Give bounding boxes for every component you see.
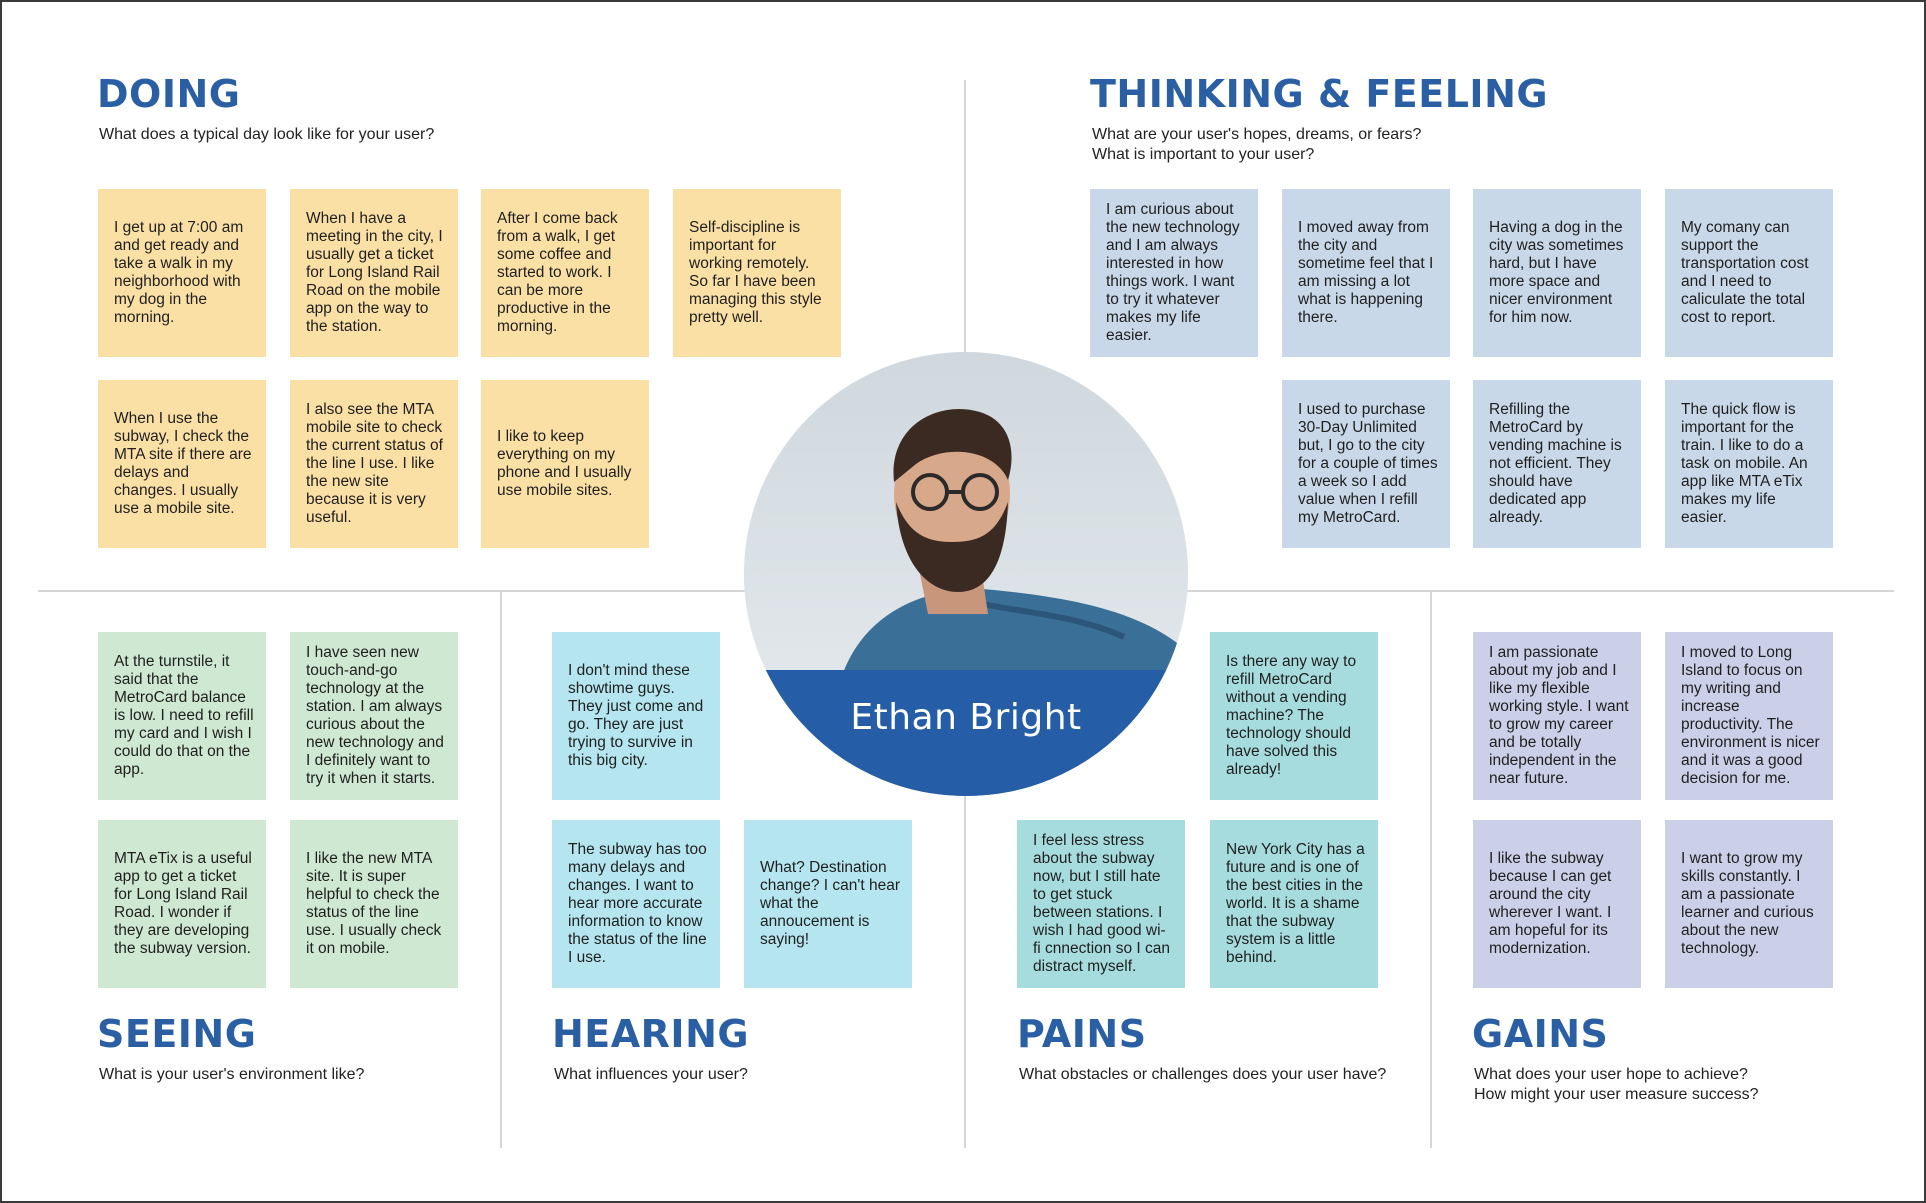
note-text: I get up at 7:00 am and get ready and take a walk in my neighborhood with my dog in the morning.: [114, 219, 244, 326]
note-text: The quick flow is important for the train. I like to do a task on mobile. An app like MTA eTix makes my life easier.: [1681, 401, 1808, 526]
note-text: Is there any way to refill MetroCard without a vending machine? The technology should have solved this already!: [1226, 653, 1357, 778]
thinking-note: [1282, 380, 1450, 548]
vertical-divider-center-bottom: [964, 796, 966, 1148]
doing-note: [481, 189, 649, 357]
vertical-divider-hearing: [500, 590, 502, 1148]
note-text: I don't mind these showtime guys. They just come and go. They are just trying to survive in this big city.: [568, 662, 704, 769]
pains-prompt: [1019, 1065, 1386, 1085]
thinking-prompt-line: What are your user's hopes, dreams, or fears?: [1092, 126, 1422, 143]
doing-note: [290, 380, 458, 548]
doing-note: [98, 189, 266, 357]
seeing-note: [290, 820, 458, 988]
seeing-note: [98, 820, 266, 988]
note-text: I moved to Long Island to focus on my writing and increase productivity. The environment is nicer and it was a good decision for me.: [1681, 644, 1820, 787]
note-text: I am curious about the new technology and I am always interested in how things work. I want to try it whatever makes my life easier.: [1106, 201, 1240, 344]
note-text: I want to grow my skills constantly. I am a passionate learner and curious about the new technology.: [1681, 850, 1814, 957]
thinking-feeling-prompt: [1092, 125, 1421, 165]
note-text: My comany can support the transportation cost and I need to caliculate the total cost to report.: [1681, 219, 1809, 326]
pains-note: [1017, 820, 1185, 988]
note-text: I like the subway because I can get around the city wherever I want. I am hopeful for its modernization.: [1489, 850, 1612, 957]
note-text: New York City has a future and is one of the best cities in the world. It is a shame that the subway system is a little behind.: [1226, 841, 1365, 966]
note-text: I like to keep everything on my phone and I usually use mobile sites.: [497, 428, 632, 499]
doing-note: [290, 189, 458, 357]
note-text: I like the new MTA site. It is super helpful to check the status of the line use. I usually check it on mobile.: [306, 850, 442, 957]
doing-prompt-line: What does a typical day look like for your user?: [99, 126, 435, 143]
seeing-prompt-line: What is your user's environment like?: [99, 1066, 365, 1083]
note-text: I feel less stress about the subway now, but I still hate to get stuck between stations. I wish I had good wi-fi cnnection so I can distract myself.: [1033, 832, 1170, 975]
thinking-note: [1282, 189, 1450, 357]
gains-note: [1665, 632, 1833, 800]
thinking-feeling-title: THINKING & FEELING: [1090, 72, 1549, 116]
gains-note: [1473, 632, 1641, 800]
hearing-prompt: [554, 1065, 748, 1085]
note-text: After I come back from a walk, I get some coffee and started to work. I can be more productive in the morning.: [497, 210, 618, 335]
hearing-note: [552, 632, 720, 800]
vertical-divider-gains: [1430, 590, 1432, 1148]
note-text: When I use the subway, I check the MTA site if there are delays and changes. I usually use a mobile site.: [114, 410, 252, 517]
seeing-note: [98, 632, 266, 800]
pains-note: [1210, 632, 1378, 800]
gains-prompt-line: How might your user measure success?: [1474, 1086, 1759, 1103]
gains-note: [1473, 820, 1641, 988]
thinking-prompt-line: What is important to your user?: [1092, 146, 1315, 163]
pains-prompt-line: What obstacles or challenges does your user have?: [1019, 1066, 1387, 1083]
note-text: Self-discipline is important for working remotely. So far I have been managing this style pretty well.: [689, 219, 822, 326]
note-text: Refilling the MetroCard by vending machine is not efficient. They should have dedicated app already.: [1489, 401, 1622, 526]
persona-avatar: [744, 352, 1188, 796]
note-text: I have seen new touch-and-go technology at the station. I am always curious about the new technology and I definitely want to try it when it starts.: [306, 644, 444, 787]
seeing-prompt: [99, 1065, 364, 1085]
thinking-note: [1473, 189, 1641, 357]
persona-name: Ethan Bright: [850, 697, 1082, 738]
thinking-note: [1473, 380, 1641, 548]
hearing-note: [744, 820, 912, 988]
doing-note: [481, 380, 649, 548]
note-text: What? Destination change? I can't hear what the annoucement is saying!: [760, 859, 900, 948]
hearing-title: HEARING: [552, 1012, 750, 1056]
note-text: I also see the MTA mobile site to check the current status of the line I use. I like the new site because it is very useful.: [306, 401, 443, 526]
doing-prompt: [99, 125, 434, 145]
pains-note: [1210, 820, 1378, 988]
gains-prompt-line: What does your user hope to achieve?: [1474, 1066, 1748, 1083]
note-text: Having a dog in the city was sometimes hard, but I have more space and nicer environment for him now.: [1489, 219, 1624, 326]
gains-note: [1665, 820, 1833, 988]
pains-title: PAINS: [1017, 1012, 1147, 1056]
gains-prompt: [1474, 1065, 1759, 1105]
seeing-title: SEEING: [97, 1012, 257, 1056]
hearing-note: [552, 820, 720, 988]
note-text: I moved away from the city and sometime feel that I am missing a lot what is happening there.: [1298, 219, 1434, 326]
note-text: MTA eTix is a useful app to get a ticket for Long Island Rail Road. I wonder if they are developing the subway version.: [114, 850, 252, 957]
note-text: When I have a meeting in the city, I usually get a ticket for Long Island Rail Road on the mobile app on the way to the station.: [306, 210, 443, 335]
note-text: I am passionate about my job and I like my flexible working style. I want to grow my career and be totally independent in the near future.: [1489, 644, 1629, 787]
note-text: The subway has too many delays and changes. I want to hear more accurate information to know the status of the line I use.: [568, 841, 707, 966]
doing-title: DOING: [97, 72, 241, 116]
thinking-note: [1090, 189, 1258, 357]
hearing-prompt-line: What influences your user?: [554, 1066, 748, 1083]
gains-title: GAINS: [1472, 1012, 1609, 1056]
thinking-note: [1665, 189, 1833, 357]
doing-note: [673, 189, 841, 357]
thinking-note: [1665, 380, 1833, 548]
vertical-divider-top: [964, 80, 966, 352]
note-text: I used to purchase 30-Day Unlimited but, I go to the city for a couple of times a week so I add value when I refill my MetroCard.: [1298, 401, 1438, 526]
doing-note: [98, 380, 266, 548]
seeing-note: [290, 632, 458, 800]
note-text: At the turnstile, it said that the MetroCard balance is low. I need to refill my card and I wish I could do that on the app.: [114, 653, 254, 778]
